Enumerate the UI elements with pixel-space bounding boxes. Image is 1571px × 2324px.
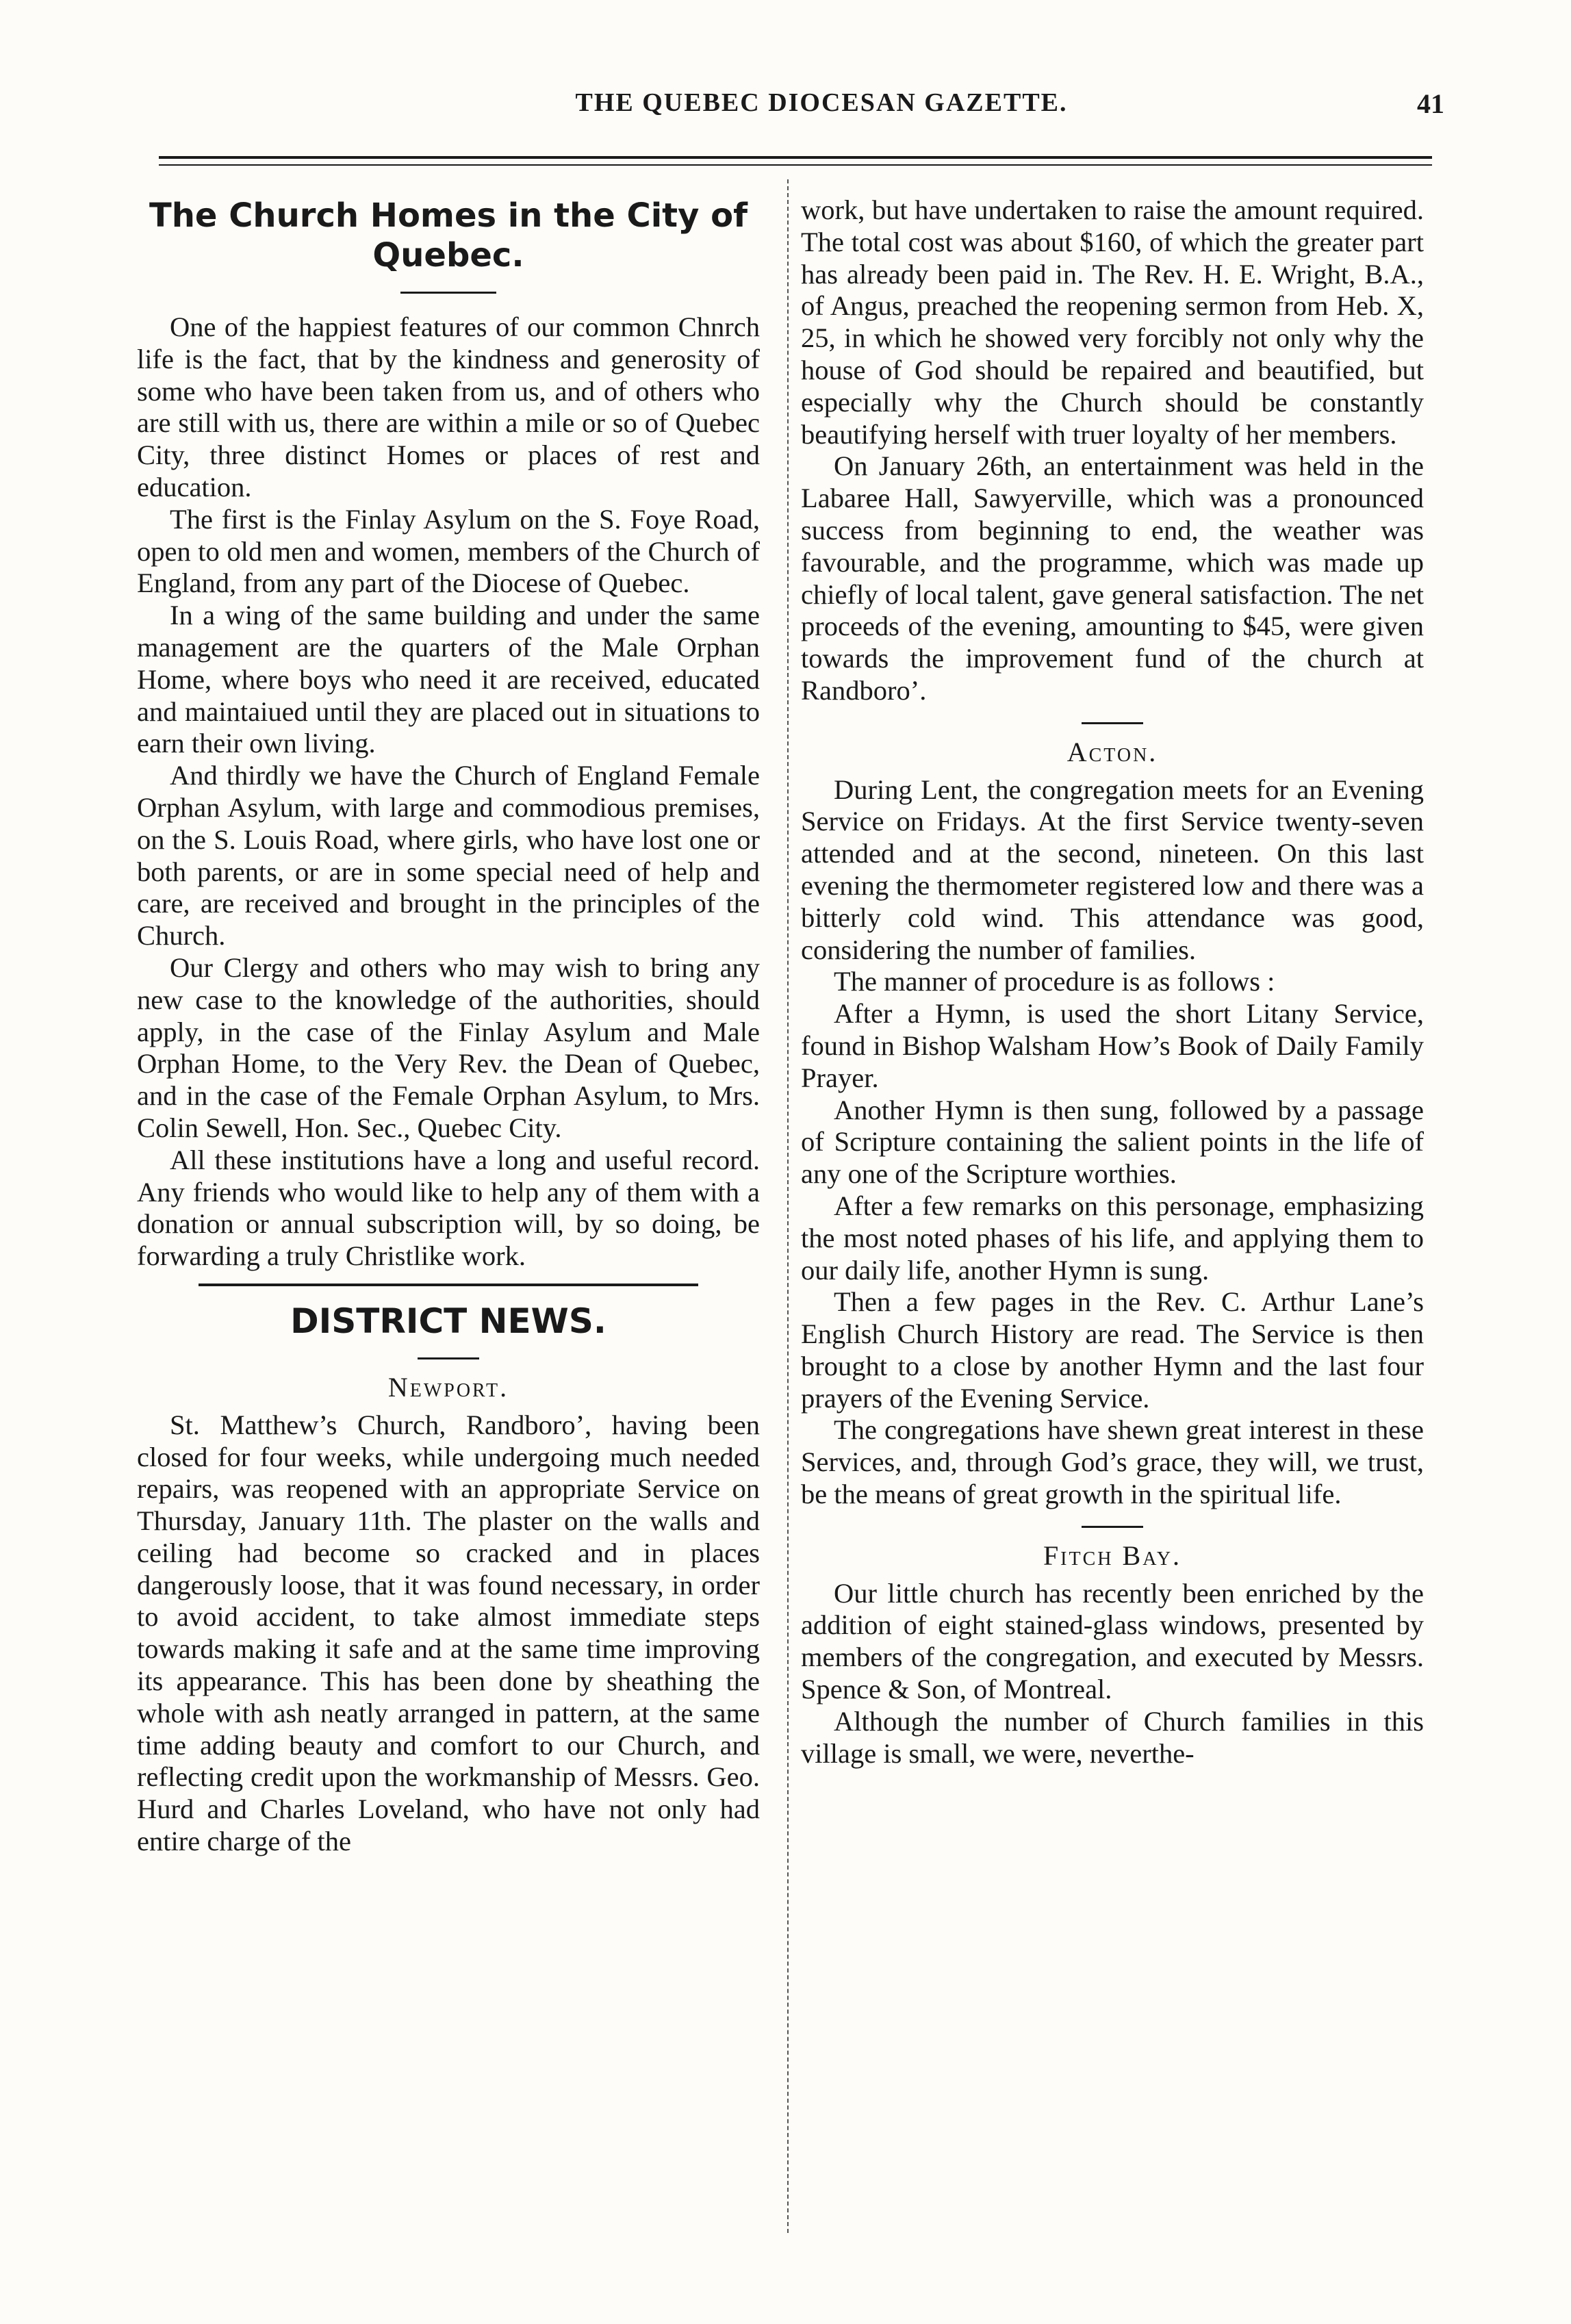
right-column [801, 194, 1424, 1770]
paragraph: The first is the Finlay Asylum on the S. Foye Road, open to old men and women, members of the Church of England, from any part of the Diocese of Quebec. [137, 503, 760, 599]
article-title: The Church Homes in the City of Quebec. [149, 196, 748, 274]
paragraph: The manner of procedure is as follows : [834, 966, 1275, 997]
paragraph: Although the number of Church families in this village is small, we were, neverthe- [801, 1705, 1424, 1769]
paragraph: And thirdly we have the Church of England Female Orphan Asylum, with large and commodious premises, on the S. Louis Road, where girls, who have lost one or both parents, or are in some special need of help and care, are received and brought in the principles of the Church. [137, 760, 760, 952]
column-divider [787, 179, 789, 2233]
title-rule [400, 292, 496, 294]
acton-heading: Acton. [1067, 736, 1158, 767]
divider-rule [1082, 722, 1143, 724]
paragraph: After a few remarks on this personage, emphasizing the most noted phases of his life, and applying them to our daily life, another Hymn is sung. [801, 1190, 1424, 1286]
paragraph: The congregations have shewn great interest in these Services, and, through God’s grace, they will, we trust, be the means of great growth in the spiritual life. [801, 1414, 1424, 1510]
divider-rule [1082, 1526, 1143, 1528]
left-column [137, 194, 760, 1858]
newport-heading: Newport. [387, 1371, 509, 1403]
paragraph: Our little church has recently been enriched by the addition of eight stained-glass windows, presented by members of the congregation, and executed by Messrs. Spence & Son, of Montreal. [801, 1577, 1424, 1705]
paragraph: In a wing of the same building and under the same management are the quarters of the Male Orphan Home, where boys who need it are received, educated and maintaiued until they are placed out in situations to earn their own living. [137, 600, 760, 759]
paragraph: On January 26th, an entertainment was held in the Labaree Hall, Sawyerville, which was a pronounced success from beginning to end, the weather was favourable, and the programme, which was made up chiefly of local talent, gave general satisfaction. The net proceeds of the evening, amounting to $45, were given towards the improvement fund of the church at Randboro’. [801, 450, 1424, 706]
paragraph: work, but have undertaken to raise the amount required. The total cost was about $160, of which the greater part has already been paid in. The Rev. H. E. Wright, B.A., of Angus, preached the reopening sermon from Heb. X, 25, in which he showed very forcibly not only why the house of God should be repaired and beautified, but especially why the Church should be constantly beautifying herself with truer loyalty of her members. [801, 194, 1424, 450]
paragraph: After a Hymn, is used the short Litany Service, found in Bishop Walsham How’s Book of Daily Family Prayer. [801, 998, 1424, 1093]
paragraph: St. Matthew’s Church, Randboro’, having been closed for four weeks, while undergoing much needed repairs, was reopened with an appropriate Service on Thursday, January 11th. The plaster on the walls and ceiling had become so cracked and in places dangerously loose, that it was found necessary, in order to avoid accident, to take almost immediate steps towards making it safe and at the same time improving its appearance. This has been done by sheathing the whole with ash neatly arranged in pattern, at the same time adding beauty and comfort to our Church, and reflecting credit upon the workmanship of Messrs. Geo. Hurd and Charles Loveland, who have not only had entire charge of the [137, 1409, 760, 1857]
section-title: DISTRICT NEWS. [290, 1301, 606, 1341]
page-number: 41 [1417, 88, 1444, 119]
section-rule [199, 1284, 698, 1286]
paragraph: Then a few pages in the Rev. C. Arthur Lane’s English Church History are read. The Service is then brought to a close by another Hymn and the last four prayers of the Evening Service. [801, 1286, 1424, 1414]
running-head: THE QUEBEC DIOCESAN GAZETTE. [575, 88, 1068, 117]
paragraph: One of the happiest features of our common Chnrch life is the fact, that by the kindness and generosity of some who have been taken from us, and of others who are still with us, there are within a mile or so of Quebec City, three distinct Homes or places of rest and education. [137, 311, 760, 502]
section-subrule [418, 1357, 479, 1359]
paragraph: During Lent, the congregation meets for an Evening Service on Fridays. At the first Service twenty-seven attended and at the second, nineteen. On this last evening the thermometer registered low and there was a bitterly cold wind. This attendance was good, considering the number of families. [801, 774, 1424, 965]
paragraph: Another Hymn is then sung, followed by a passage of Scripture containing the salient points in the life of any one of the Scripture worthies. [801, 1094, 1424, 1190]
paragraph: Our Clergy and others who may wish to bring any new case to the knowledge of the authorities, should apply, in the case of the Finlay Asylum and Male Orphan Home, to the Very Rev. the Dean of Quebec, and in the case of the Female Orphan Asylum, to Mrs. Colin Sewell, Hon. Sec., Quebec City. [137, 952, 760, 1143]
header-rule [159, 156, 1432, 166]
paragraph: All these institutions have a long and useful record. Any friends who would like to help any of them with a donation or annual subscription will, by so doing, be forwarding a truly Christlike work. [137, 1144, 760, 1272]
fitch-bay-heading: Fitch Bay. [1043, 1540, 1182, 1571]
